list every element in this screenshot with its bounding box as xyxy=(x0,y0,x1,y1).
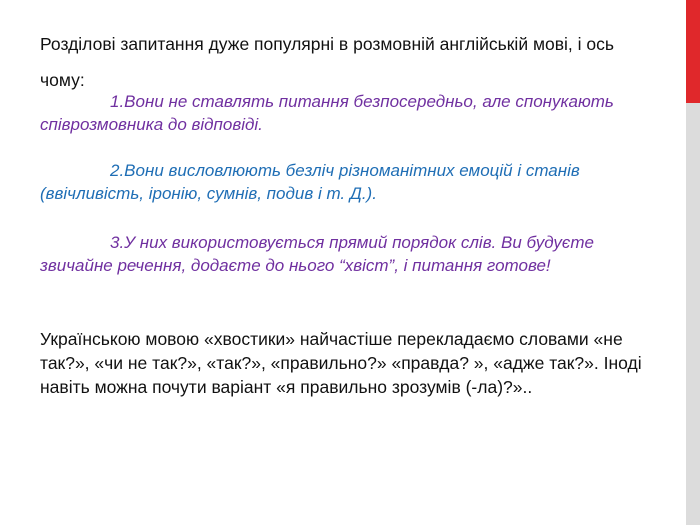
reason-item-2 xyxy=(40,159,670,205)
reason-item-1 xyxy=(40,90,670,136)
reason-item-2-text: 2.Вони висловлюють безліч різноманітних емоцій і станів (ввічливість, іронію, сумнів, подив і т. Д.). xyxy=(40,161,580,203)
accent-bar-grey xyxy=(686,103,700,525)
reason-item-3-text: 3.У них використовується прямий порядок слів. Ви будуєте звичайне речення, додаєте до нього “хвіст”, і питання готове! xyxy=(40,233,594,275)
reason-item-3 xyxy=(40,231,670,277)
accent-bar-red xyxy=(686,0,700,103)
intro-paragraph: Розділові запитання дуже популярні в розмовній англійській мові, і ось чому: xyxy=(40,34,614,90)
translation-paragraph: Українською мовою «хвостики» найчастіше перекладаємо словами «не так?», «чи не так?», «так?», «правильно?» «правда? », «адже так?». Іноді навіть можна почути варіант «я правильно зрозумів (-ла)?».. xyxy=(40,329,642,397)
reason-item-1-text: 1.Вони не ставлять питання безпосередньо, але спонукають співрозмовника до відповіді. xyxy=(40,92,614,134)
